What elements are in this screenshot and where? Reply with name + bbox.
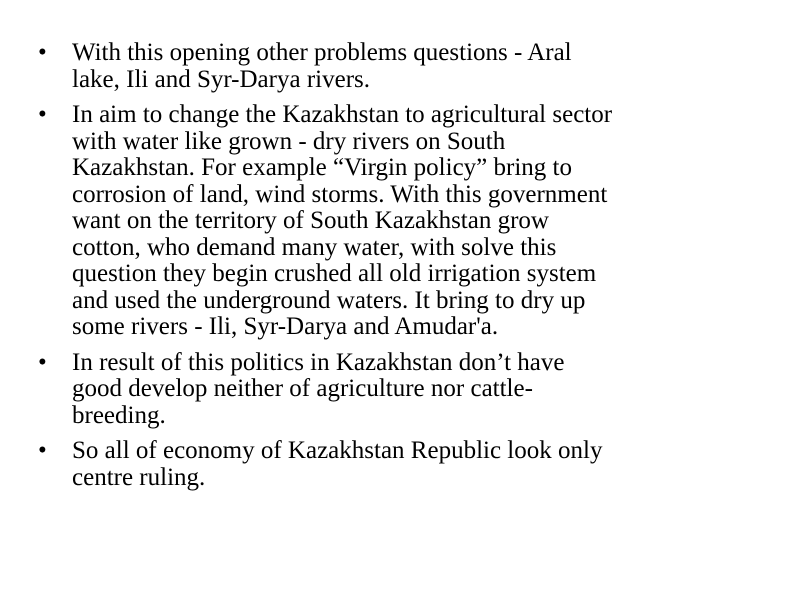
bullet-item-2 bbox=[38, 102, 758, 341]
bullet-item-3 bbox=[38, 350, 758, 430]
bullet-marker: • bbox=[38, 101, 47, 128]
bullet-text: With this opening other problems questions - Aral lake, Ili and Syr-Darya rivers. bbox=[72, 39, 572, 93]
bullet-item-1 bbox=[38, 40, 758, 93]
bullet-list bbox=[38, 40, 758, 500]
bullet-text: In result of this politics in Kazakhstan don’t have good develop neither of agriculture nor cattle- breeding. bbox=[72, 348, 565, 429]
bullet-text: In aim to change the Kazakhstan to agricultural sector with water like grown - dry rivers on South Kazakhstan. For example “Virgin policy” bring to corrosion of land, wind storms. With this government want on the territory of South Kazakhstan grow cotton, who demand many water, with solve this question they begin crushed all old irrigation system and used the underground waters. It bring to dry up some rivers - Ili, Syr-Darya and Amudar'a. bbox=[72, 101, 613, 340]
bullet-marker: • bbox=[38, 437, 47, 464]
bullet-marker: • bbox=[38, 39, 47, 66]
bullet-item-4 bbox=[38, 438, 758, 491]
bullet-marker: • bbox=[38, 348, 47, 376]
bullet-text: So all of economy of Kazakhstan Republic look only centre ruling. bbox=[72, 437, 603, 491]
